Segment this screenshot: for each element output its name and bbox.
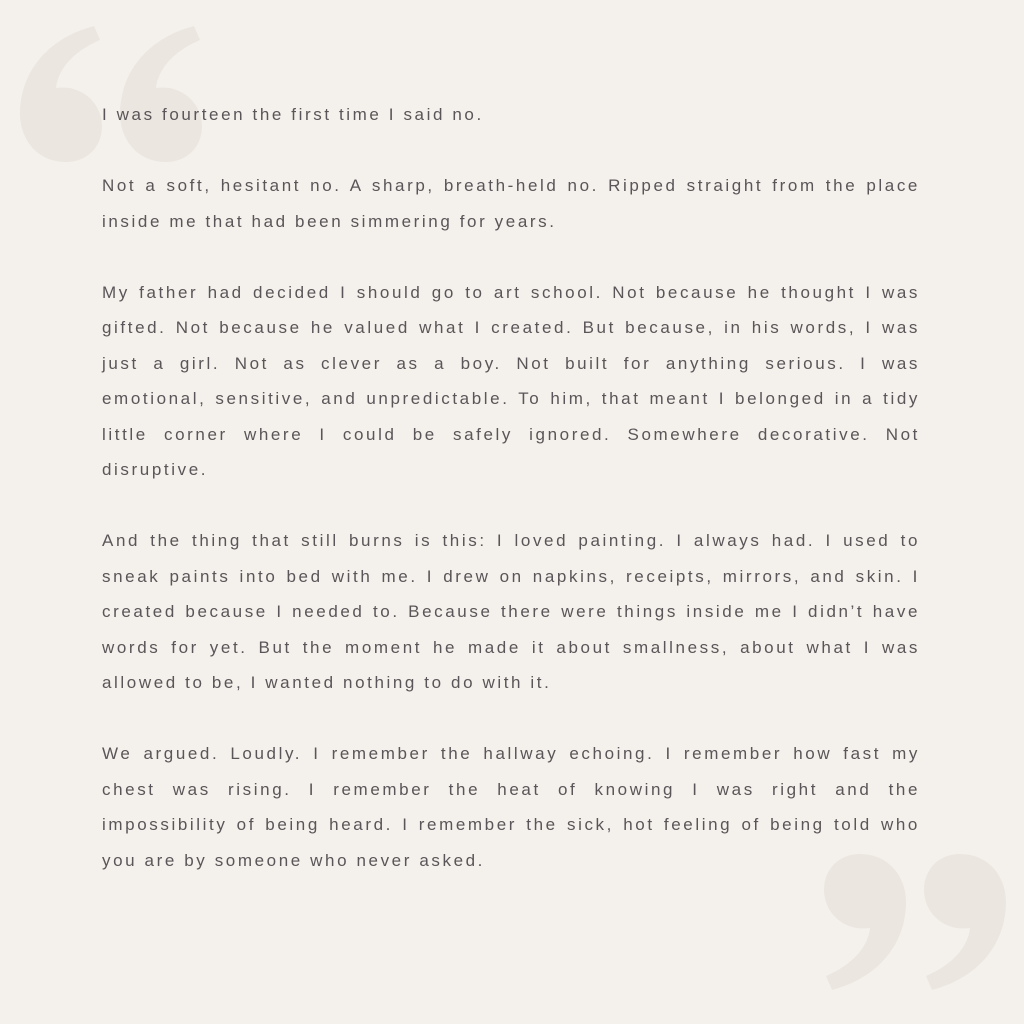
paragraph-1: I was fourteen the first time I said no. <box>102 105 484 124</box>
paragraph-3: My father had decided I should go to art school. Not because he thought I was gifted. Not because he valued what I created. But because, in his words, I was just a girl. Not as clever as a boy. Not built for anything serious. I was emotional, sensitive, and unpredictable. To him, that meant I belonged in a tidy little corner where I could be safely ignored. Somewhere decorative. Not disruptive. <box>102 282 920 479</box>
paragraph-2: Not a soft, hesitant no. A sharp, breath-held no. Ripped straight from the place inside me that had been simmering for years. <box>102 176 920 231</box>
paragraph-5: We argued. Loudly. I remember the hallway echoing. I remember how fast my chest was rising. I remember the heat of knowing I was right and the impossibility of being heard. I remember the sick, hot feeling of being told who you are by someone who never asked. <box>102 744 920 870</box>
story-text <box>102 97 920 878</box>
paragraph-4: And the thing that still burns is this: I loved painting. I always had. I used to sneak paints into bed with me. I drew on napkins, receipts, mirrors, and skin. I created because I needed to. Because there were things inside me I didn’t have words for yet. But the moment he made it about smallness, about what I was allowed to be, I wanted nothing to do with it. <box>102 531 920 692</box>
